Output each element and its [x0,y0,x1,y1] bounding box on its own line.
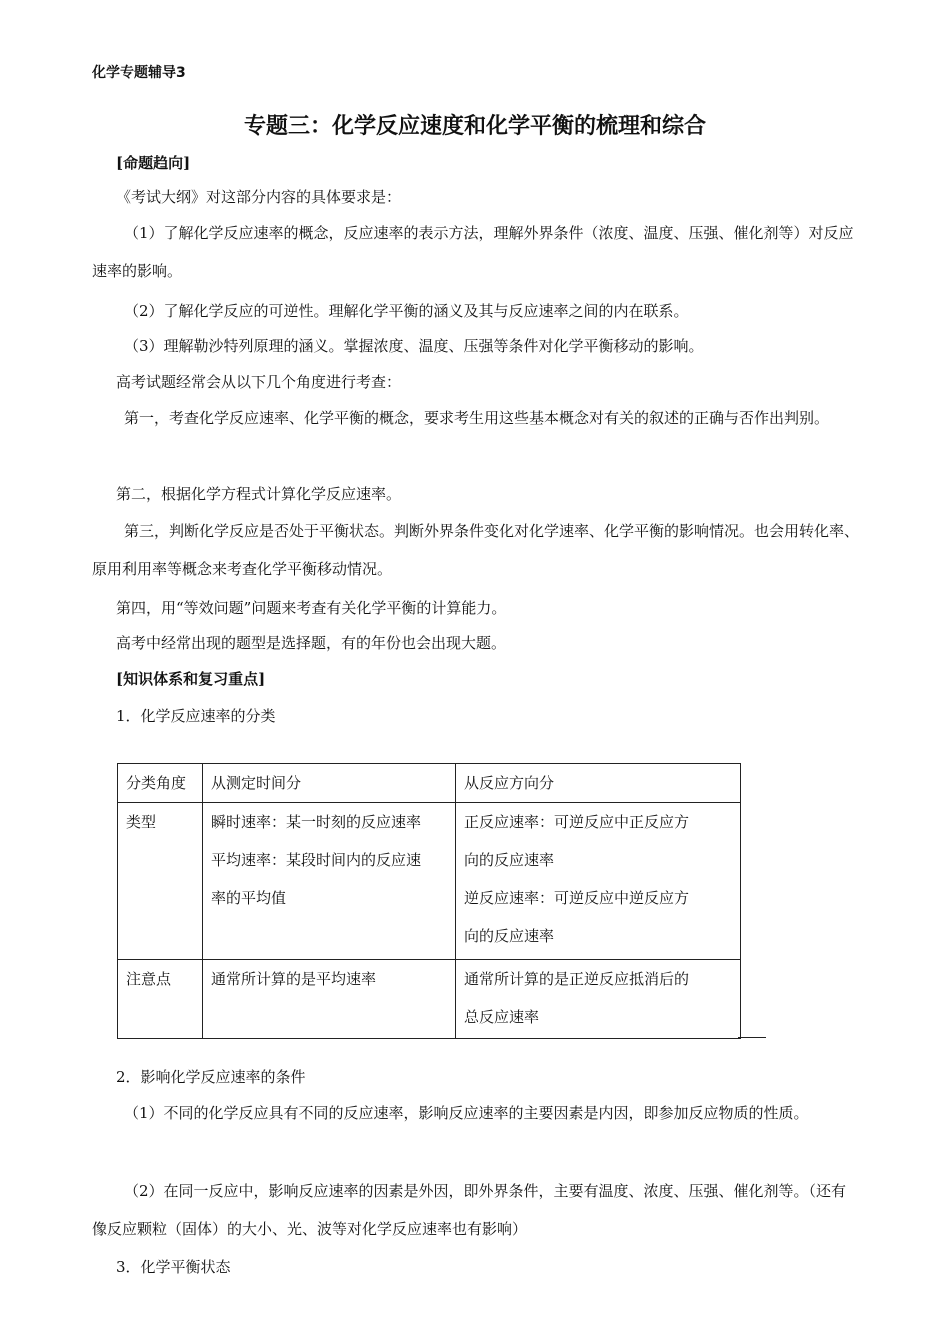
cell-line: 率的平均值 [211,889,287,907]
paragraph-condition-2: （2）在同一反应中，影响反应速率的因素是外因，即外界条件，主要有温度、浓度、压强、催化剂等。（还有像反应颗粒（固体）的大小、光、波等对化学反应速率也有影响） [92,1182,847,1238]
table-cell [456,960,741,1039]
cell-line: 通常所计算的是平均速率 [211,970,377,988]
cell-line: 向的反应速率 [464,851,555,869]
table-cell [203,960,456,1039]
section-heading-knowledge: [知识体系和复习重点] [116,670,266,688]
table-border-extension [738,1037,766,1038]
table-cell [203,803,456,960]
table-row [118,960,741,1039]
subheading-rate-conditions: 2．影响化学反应速率的条件 [116,1068,306,1086]
section-heading-trend: [命题趋向] [116,154,191,172]
paragraph-point-4: 第四，用“等效问题”问题来考查有关化学平衡的计算能力。 [116,599,507,617]
document-header: 化学专题辅导3 [92,65,186,81]
paragraph-condition-1: （1）不同的化学反应具有不同的反应速率，影响反应速率的主要因素是内因，即参加反应物质的性质。 [124,1104,809,1122]
cell-line: 向的反应速率 [464,927,555,945]
table-cell [456,803,741,960]
cell-line: 正反应速率：可逆反应中正反应方 [464,813,690,831]
paragraph-point-2: 第二，根据化学方程式计算化学反应速率。 [116,485,402,503]
subheading-rate-classification: 1．化学反应速率的分类 [116,707,276,725]
table-row [118,803,741,960]
paragraph-requirement-2: （2）了解化学反应的可逆性。理解化学平衡的涵义及其与反应速率之间的内在联系。 [124,302,689,320]
cell-line: 逆反应速率：可逆反应中逆反应方 [464,889,690,907]
cell-line: 通常所计算的是正逆反应抵消后的 [464,970,690,988]
subheading-equilibrium-state: 3．化学平衡状态 [116,1258,231,1276]
rate-classification-table [117,763,741,1039]
paragraph-point-1: 第一，考查化学反应速率、化学平衡的概念，要求考生用这些基本概念对有关的叙述的正确与否作出判别。 [124,409,830,427]
cell-line: 总反应速率 [464,1008,540,1026]
table-cell-label: 注意点 [118,960,203,1039]
table-cell-label: 类型 [118,803,203,960]
paragraph-point-5: 高考中经常出现的题型是选择题，有的年份也会出现大题。 [116,634,507,652]
paragraph-requirement-1: （1）了解化学反应速率的概念，反应速率的表示方法，理解外界条件（浓度、温度、压强、催化剂等）对反应速率的影响。 [92,224,854,280]
paragraph-exam-intro: 高考试题经常会从以下几个角度进行考查： [116,373,402,391]
table-header-cell: 从测定时间分 [203,764,456,803]
table-header-cell: 分类角度 [118,764,203,803]
paragraph-intro: 《考试大纲》对这部分内容的具体要求是： [116,188,402,206]
table-header-cell: 从反应方向分 [456,764,741,803]
page-title: 专题三：化学反应速度和化学平衡的梳理和综合 [243,114,706,139]
cell-line: 平均速率：某段时间内的反应速 [211,851,422,869]
cell-line: 瞬时速率：某一时刻的反应速率 [211,813,422,831]
table-header-row [118,764,741,803]
paragraph-requirement-3: （3）理解勒沙特列原理的涵义。掌握浓度、温度、压强等条件对化学平衡移动的影响。 [124,337,704,355]
paragraph-point-3: 第三，判断化学反应是否处于平衡状态。判断外界条件变化对化学速率、化学平衡的影响情况。也会用转化率、原用利用率等概念来考查化学平衡移动情况。 [92,522,860,578]
